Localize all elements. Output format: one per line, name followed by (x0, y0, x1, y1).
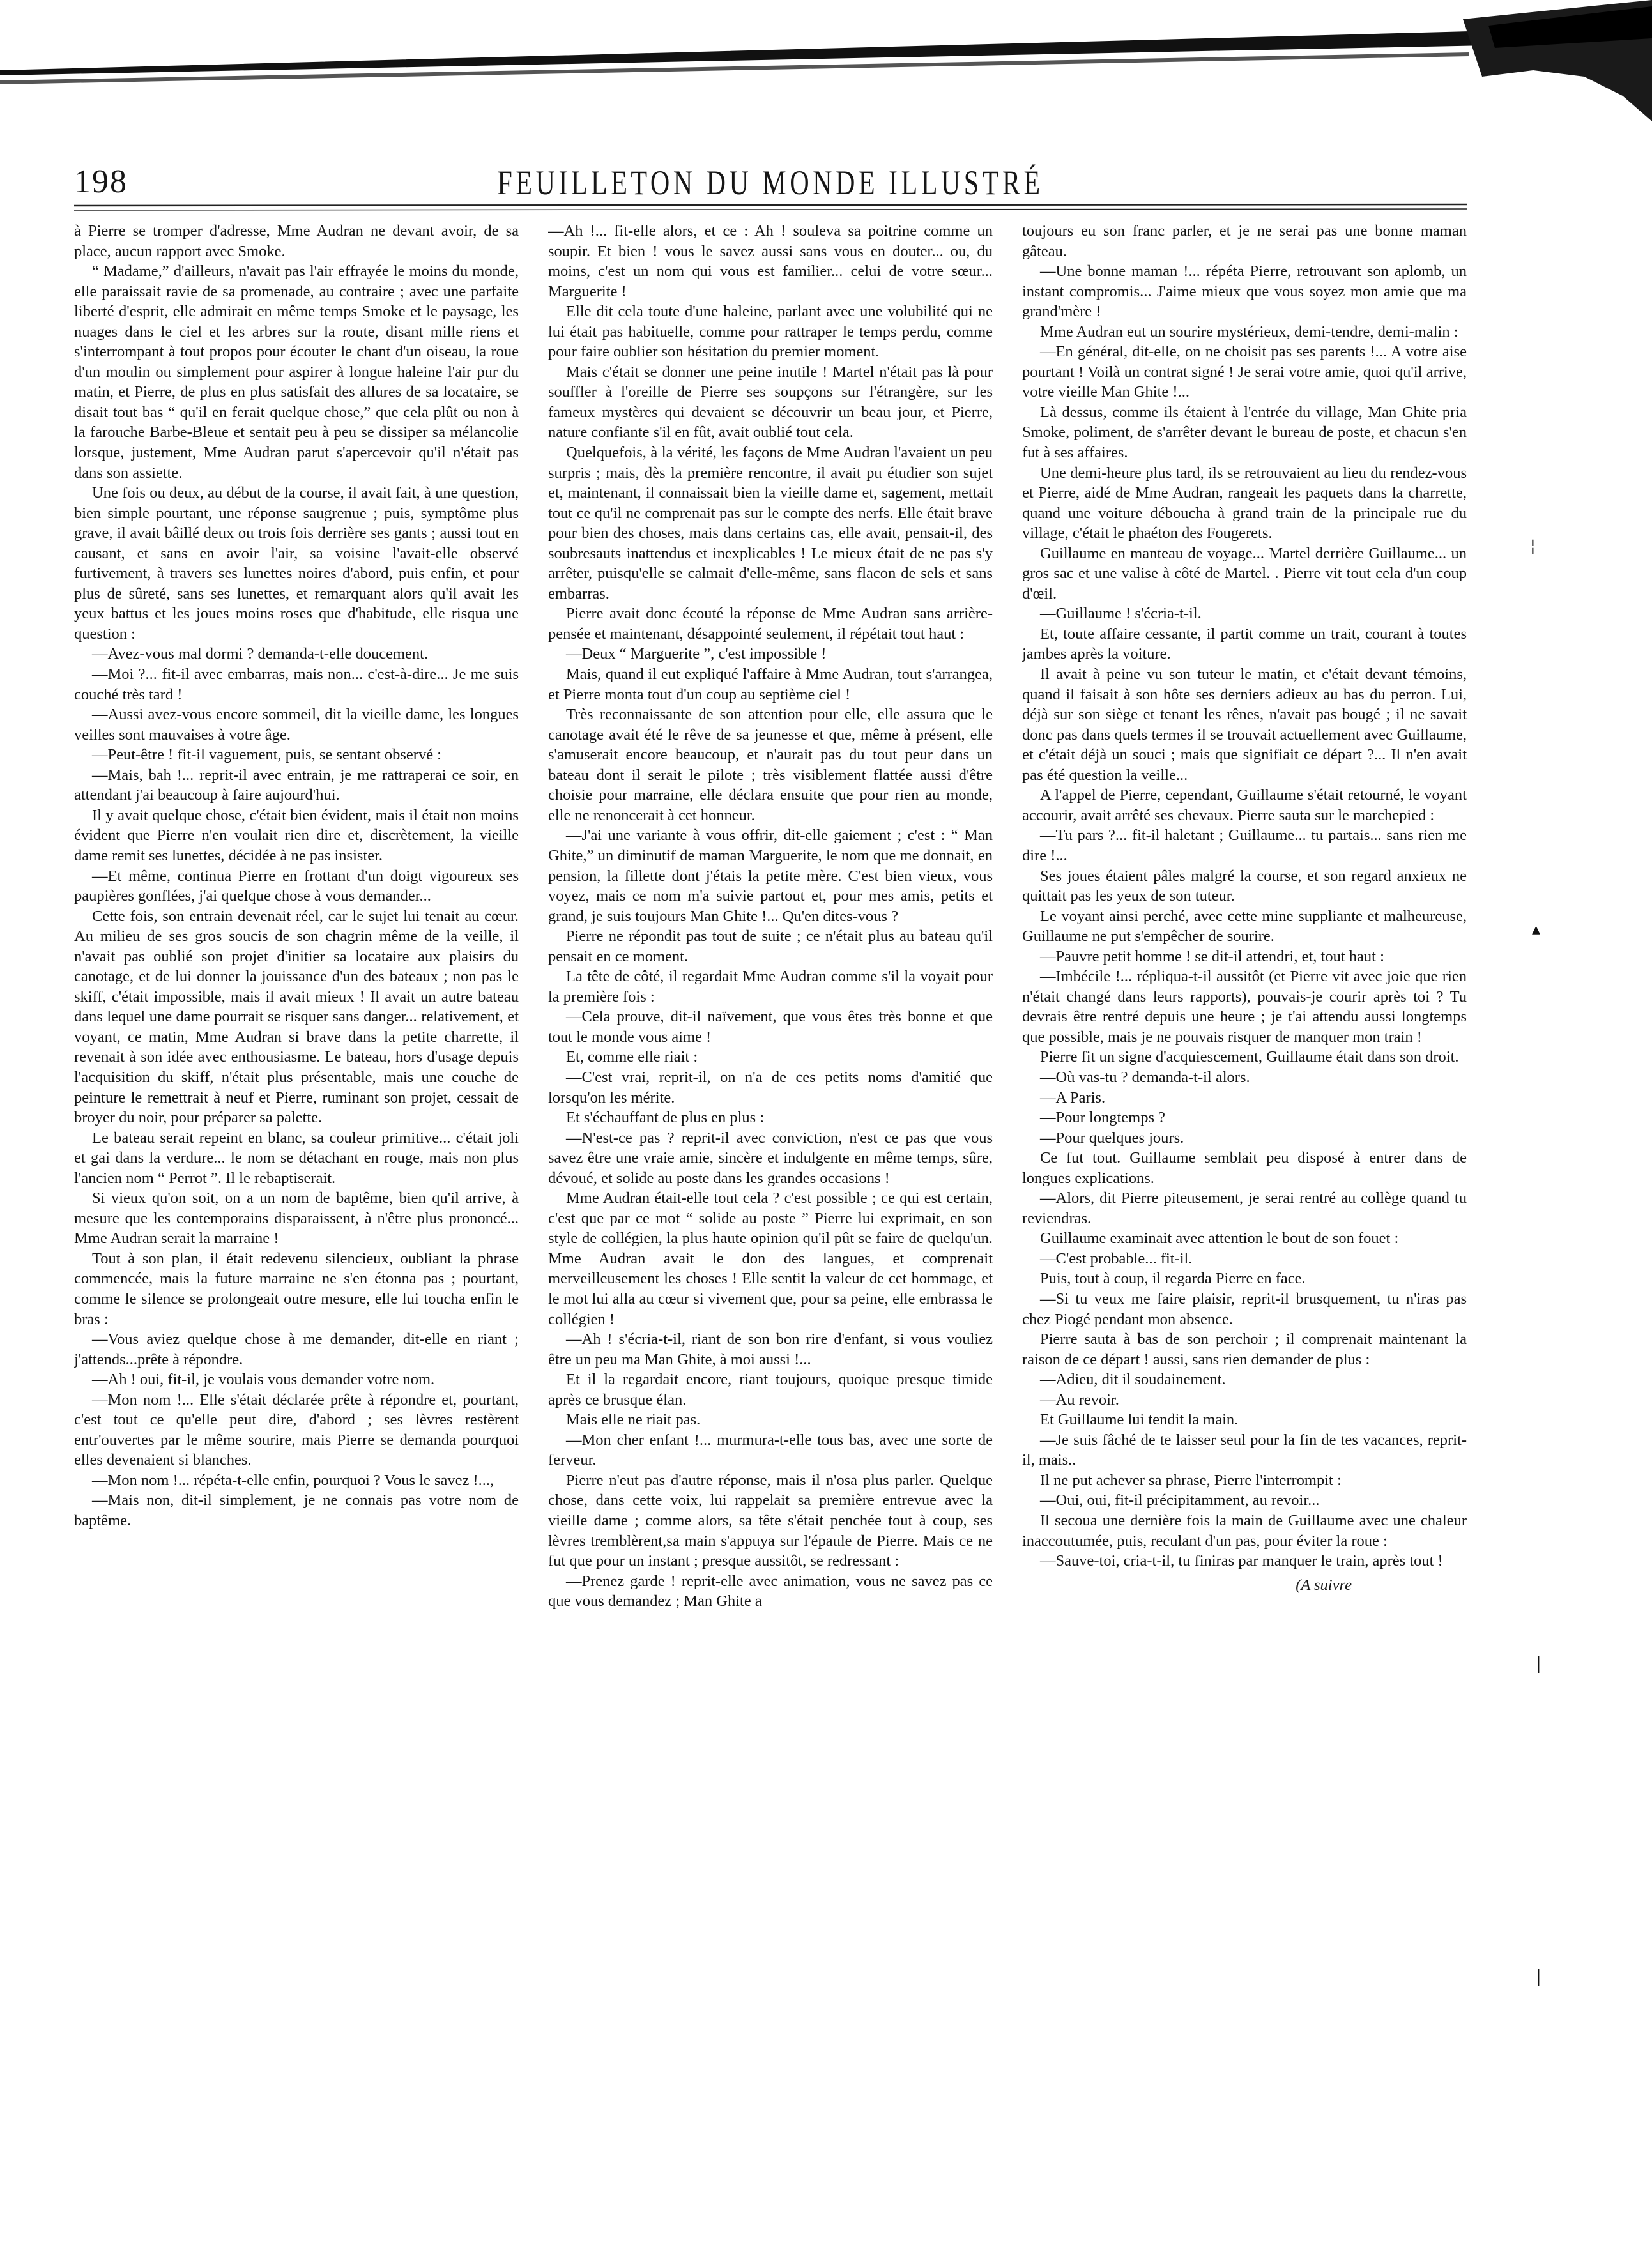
paragraph: —Aussi avez-vous encore sommeil, dit la vieille dame, les longues veilles sont mauvaises à votre âge. (74, 706, 519, 744)
paragraph: Une demi-heure plus tard, ils se retrouvaient au lieu du rendez-vous et Pierre, aidé de Mme Audran, rangeait les paquets dans la charrette, quand une voiture déboucha à grand train de la principale rue du village, c'était le phaéton des Fougerets. (1022, 464, 1467, 542)
paragraph: Là dessus, comme ils étaient à l'entrée du village, Man Ghite pria Smoke, poliment, de s'arrêter devant le bureau de poste, et chacun s'en fut à ses affaires. (1022, 403, 1467, 462)
page-header (74, 163, 1467, 201)
paragraph: Si vieux qu'on soit, on a un nom de baptême, bien qu'il arrive, à mesure que les contemporains disparaissent, à n'être plus prononcé... Mme Audran serait la marraine ! (74, 1189, 519, 1248)
paragraph: —Si tu veux me faire plaisir, reprit-il brusquement, tu n'iras pas chez Piogé pendant mon absence. (1022, 1290, 1467, 1328)
paragraph: Puis, tout à coup, il regarda Pierre en face. (1040, 1270, 1306, 1288)
paragraph: —Mon nom !... répéta-t-elle enfin, pourquoi ? Vous le savez !..., (92, 1471, 494, 1489)
header-rule (74, 203, 1467, 213)
paragraph: —Guillaume ! s'écria-t-il. (1040, 605, 1202, 623)
margin-tick-mark: | (1536, 1654, 1541, 1674)
paragraph: —Imbécile !... répliqua-t-il aussitôt (et Pierre vit avec joie que rien n'était changé dans leurs rapports), pouvais-je courir après toi ? Tu devrais être rentré depuis une heure ; je t'ai attendu aussi longtemps que possible, mais je ne pouvais risquer de manquer mon train ! (1022, 968, 1467, 1046)
margin-tick-mark: | (1536, 1967, 1541, 1987)
paragraph: —A Paris. (1040, 1088, 1106, 1106)
paragraph: toujours eu son franc parler, et je ne serai pas une bonne maman gâteau. (1022, 222, 1467, 260)
paragraph: A l'appel de Pierre, cependant, Guillaume s'était retourné, le voyant accourir, avait arrêté ses chevaux. Pierre sauta sur le marchepied : (1022, 786, 1467, 824)
paragraph: Et il la regardait encore, riant toujours, quoique presque timide après ce brusque élan. (548, 1371, 993, 1408)
paragraph: —Une bonne maman !... répéta Pierre, retrouvant son aplomb, un instant compromis... J'aime mieux que vous soyez mon amie que ma grand'mère ! (1022, 263, 1467, 321)
top-border-scan-artifact (0, 0, 1652, 121)
paragraph: —Je suis fâché de te laisser seul pour la fin de tes vacances, reprit-il, mais.. (1022, 1431, 1467, 1469)
paragraph: —Sauve-toi, cria-t-il, tu finiras par manquer le train, après tout ! (1040, 1552, 1443, 1570)
paragraph: Pierre sauta à bas de son perchoir ; il comprenait maintenant la raison de ce départ ! aussi, sans rien demander de plus : (1022, 1331, 1467, 1368)
continuation-note: (A suivre (1296, 1576, 1352, 1594)
paragraph: Mais, quand il eut expliqué l'affaire à Mme Audran, tout s'arrangea, et Pierre monta tout d'un coup au septième ciel ! (548, 666, 993, 703)
article-columns (74, 221, 1467, 2150)
paragraph: Et Guillaume lui tendit la main. (1040, 1411, 1239, 1429)
paragraph: Et, toute affaire cessante, il partit comme un trait, courant à toutes jambes après la voiture. (1022, 625, 1467, 663)
paragraph: —Ah ! oui, fit-il, je voulais vous demander votre nom. (92, 1371, 435, 1389)
paragraph: à Pierre se tromper d'adresse, Mme Audran ne devant avoir, de sa place, aucun rapport avec Smoke. (74, 222, 519, 260)
paragraph: Très reconnaissante de son attention pour elle, elle assura que le canotage avait été le rêve de sa jeunesse et que, même à présent, elle s'amuserait encore beaucoup, et n'aurait pas du tout peur dans un bateau dont il serait le pilote ; très visiblement flattée aussi d'être choisie pour marraine, elle déclara ensuite que pour rien au monde, elle ne renoncerait à cet honneur. (548, 706, 993, 824)
paragraph: —Mon nom !... Elle s'était déclarée prête à répondre et, pourtant, c'est tout ce qu'elle peut dire, d'abord ; ses lèvres restèrent entr'ouvertes par le même sourire, mais Pierre se demanda pourquoi elles devenaient si blanches. (74, 1391, 519, 1469)
paragraph: —Au revoir. (1040, 1391, 1119, 1408)
paragraph: Mais elle ne riait pas. (566, 1411, 701, 1429)
paragraph: Il y avait quelque chose, c'était bien évident, mais il était non moins évident que Pierre n'en voulait rien dire et, discrètement, la vieille dame remit ses lunettes, décidée à ne pas insister. (74, 806, 519, 864)
paragraph: —Tu pars ?... fit-il haletant ; Guillaume... tu partais... sans rien me dire !... (1022, 827, 1467, 864)
paragraph: —Oui, oui, fit-il précipitamment, au revoir... (1040, 1492, 1320, 1509)
column-2 (548, 221, 993, 2150)
paragraph: —Mon cher enfant !... murmura-t-elle tous bas, avec une sorte de ferveur. (548, 1431, 993, 1469)
paragraph: —J'ai une variante à vous offrir, dit-elle gaiement ; c'est : “ Man Ghite,” un diminutif de maman Marguerite, le nom que me donnait, en pension, la fillette dont j'étais la petite mère. C'est bien vieux, vous voyez, mais ce nom m'a suivie partout et, pour mes amis, petits et grand, je suis toujours Man Ghite !... Qu'en dites-vous ? (548, 827, 993, 925)
paragraph: —Cela prouve, dit-il naïvement, que vous êtes très bonne et que tout le monde vous aime ! (548, 1008, 993, 1046)
paragraph: —Prenez garde ! reprit-elle avec animation, vous ne savez pas ce que vous demandez ; Man Ghite a (548, 1572, 993, 1610)
paragraph: —Alors, dit Pierre piteusement, je serai rentré au collège quand tu reviendras. (1022, 1189, 1467, 1227)
running-title: FEUILLETON DU MONDE ILLUSTRÉ (497, 164, 1044, 202)
paragraph: —Pour quelques jours. (1040, 1129, 1184, 1147)
paragraph: —Pauvre petit homme ! se dit-il attendri, et, tout haut : (1040, 947, 1384, 965)
paragraph: Guillaume en manteau de voyage... Martel derrière Guillaume... un gros sac et une valise à côté de Martel. . Pierre vit tout cela d'un coup d'œil. (1022, 544, 1467, 602)
paragraph: —En général, dit-elle, on ne choisit pas ses parents !... A votre aise pourtant ! Voilà un contrat signé ! Je serai votre amie, quoi qu'il arrive, votre vieille Man Ghite !... (1022, 343, 1467, 401)
column-1 (74, 221, 519, 2150)
column-3 (1022, 221, 1467, 2150)
paragraph: —Peut-être ! fit-il vaguement, puis, se sentant observé : (92, 746, 442, 764)
paragraph: Tout à son plan, il était redevenu silencieux, oubliant la phrase commencée, mais la future marraine ne s'en étonna pas ; pourtant, comme le silence se prolongeait outre mesure, elle lui toucha enfin le bras : (74, 1249, 519, 1328)
paragraph: —Ah !... fit-elle alors, et ce : Ah ! souleva sa poitrine comme un soupir. Et bien ! vous le savez aussi sans vous en douter... ou, du moins, c'est un nom qui vous est familier... celui de votre sœur... Marguerite ! (548, 222, 993, 300)
paragraph: Elle dit cela toute d'une haleine, parlant avec une volubilité qui ne lui était pas habituelle, comme pour rattraper le temps perdu, comme pour faire oublier son hésitation du premier moment. (548, 303, 993, 361)
paragraph: —Où vas-tu ? demanda-t-il alors. (1040, 1068, 1250, 1086)
paragraph: Une fois ou deux, au début de la course, il avait fait, à une question, bien simple pourtant, une réponse saugrenue ; puis, symptôme plus grave, il avait bâillé deux ou trois fois derrière ses gants ; aussi tout en causant, et sans en avoir l'air, sa voisine l'avait-elle observé furtivement, à travers ses lunettes noires d'abord, puis enfin, et pour plus de sûreté, sans ses lunettes, et remarquant alors qu'il avait les yeux battus et les joues moins roses que d'habitude, elle risqua une question : (74, 484, 519, 643)
paragraph: Quelquefois, à la vérité, les façons de Mme Audran l'avaient un peu surpris ; mais, dès la première rencontre, il avait pu étudier son sujet et, maintenant, il connaissait bien la vieille dame et, sagement, mettait tout ce qu'il ne comprenait pas sur le compte des nerfs. Elle était brave pour bien des choses, mais dans certains cas, elle avait, pensait-il, des soubresauts inattendus et inexplicables ! Le mieux était de ne pas s'y arrêter, puisqu'elle se calmait d'elle-même, sans flacon de sels et sans embarras. (548, 444, 993, 602)
paragraph: Il secoua une dernière fois la main de Guillaume avec une chaleur inaccoutumée, puis, reculant d'un pas, pour éviter la roue : (1022, 1512, 1467, 1550)
paragraph: —C'est vrai, reprit-il, on n'a de ces petits noms d'amitié que lorsqu'on les mérite. (548, 1068, 993, 1106)
paragraph: Ce fut tout. Guillaume semblait peu disposé à entrer dans de longues explications. (1022, 1149, 1467, 1187)
paragraph: —Moi ?... fit-il avec embarras, mais non... c'est-à-dire... Je me suis couché très tard ! (74, 666, 519, 703)
paragraph: Il avait à peine vu son tuteur le matin, et c'était devant témoins, quand il faisait à son hôte ses derniers adieux au bas du perron. Lui, déjà sur son siège et tenant les rênes, n'avait pas bougé ; il ne savait donc pas dans quels termes il se trouvait actuellement avec Guillaume, et c'était déjà un souci ; mais que signifiait ce départ ?... Il n'en avait pas été question la veille... (1022, 666, 1467, 784)
margin-tick-mark: ¦ (1530, 537, 1536, 556)
paragraph: —N'est-ce pas ? reprit-il avec conviction, n'est ce pas que vous savez être une vraie amie, sincère et indulgente en même temps, sûre, dévoué, et solide au poste dans les grandes occasions ! (548, 1129, 993, 1187)
paragraph: Le voyant ainsi perché, avec cette mine suppliante et malheureuse, Guillaume ne put s'empêcher de sourire. (1022, 907, 1467, 945)
paragraph: Il ne put achever sa phrase, Pierre l'interrompit : (1040, 1471, 1342, 1489)
paragraph: Pierre n'eut pas d'autre réponse, mais il n'osa plus parler. Quelque chose, dans cette voix, lui rappelait sa première entrevue avec la vieille dame ; comme alors, sa tête s'était penchée tout à coup, ses lèvres tremblèrent,sa main s'appuya sur l'épaule de Pierre. Mais ce ne fut que pour un instant ; presque aussitôt, se redressant : (548, 1471, 993, 1570)
paragraph: —Ah ! s'écria-t-il, riant de son bon rire d'enfant, si vous vouliez être un peu ma Man Ghite, à moi aussi !... (548, 1331, 993, 1368)
margin-tick-mark: ▴ (1532, 920, 1541, 939)
paragraph: “ Madame,” d'ailleurs, n'avait pas l'air effrayée le moins du monde, elle paraissait ravie de sa promenade, au contraire ; avec une parfaite liberté d'esprit, elle admirait en même temps Smoke et le paysage, les nuages dans le ciel et les arbres sur la route, disant mille riens et s'interrompant à tout propos pour écouter le chant d'un oiseau, la roue d'un moulin ou simplement pour aspirer à longue haleine l'air pur du matin, et Pierre, de plus en plus satisfait des allures de sa locataire, se disait tout bas “ qu'il en ferait quelque chose,” que cela plût ou non à la farouche Barbe-Bleue et sentait peu à peu se dissiper sa mélancolie lorsque, justement, Mme Audran parut s'apercevoir qu'il n'était pas dans son assiette. (74, 263, 519, 482)
paragraph: Pierre avait donc écouté la réponse de Mme Audran sans arrière-pensée et maintenant, désappointé seulement, il répétait tout haut : (548, 605, 993, 643)
paragraph: Cette fois, son entrain devenait réel, car le sujet lui tenait au cœur. Au milieu de ses gros soucis de son chagrin même de la veille, il n'avait pas oublié son projet d'initier sa locataire aux plaisirs du canotage, et de lui donner la jouissance d'un des bateaux ; non pas le skiff, c'était impossible, mais il avait mieux ! Il avait un autre bateau dans lequel une dame pourrait se risquer sans danger... relativement, et voyant, ce matin, Mme Audran si brave dans la petite charrette, il revenait à son idée avec enthousiasme. Le bateau, hors d'usage depuis l'acquisition du skiff, n'était plus présentable, mais une couche de peinture le remettrait à neuf et Pierre, ruminant son projet, cessait de broyer du noir, pour préparer sa palette. (74, 907, 519, 1127)
paragraph: Guillaume examinait avec attention le bout de son fouet : (1040, 1230, 1399, 1248)
paragraph: Ses joues étaient pâles malgré la course, et son regard anxieux ne quittait pas les yeux de son tuteur. (1022, 867, 1467, 905)
paragraph: —Avez-vous mal dormi ? demanda-t-elle doucement. (92, 645, 429, 663)
paragraph: Mais c'était se donner une peine inutile ! Martel n'était pas là pour souffler à l'oreille de Pierre ses soupçons sur l'étrangère, sur les fameux mystères qui devaient se découvrir un beau jour, et Pierre, nature confiante s'il en fût, avait oublié tout cela. (548, 363, 993, 441)
paragraph: Mme Audran eut un sourire mystérieux, demi-tendre, demi-malin : (1040, 323, 1458, 340)
paragraph: —Et même, continua Pierre en frottant d'un doigt vigoureux ses paupières gonflées, j'ai quelque chose à vous demander... (74, 867, 519, 905)
paragraph: Mme Audran était-elle tout cela ? c'est possible ; ce qui est certain, c'est que par ce mot “ solide au poste ” Pierre lui exprimait, en son style de collégien, la plus haute opinion qu'il pût se faire de quelqu'un. Mme Audran avait le don des langues, et comprenait merveilleusement les choses ! Elle sentit la valeur de cet hommage, et le mot lui alla au cœur si vivement que, pour sa peine, elle embrassa le collégien ! (548, 1189, 993, 1328)
page-number: 198 (74, 164, 128, 200)
paragraph: Le bateau serait repeint en blanc, sa couleur primitive... c'était joli et gai dans la verdure... le nom se détachant en rouge, mais non plus l'ancien nom “ Perrot ”. Il le rebaptiserait. (74, 1129, 519, 1187)
paragraph: La tête de côté, il regardait Mme Audran comme s'il la voyait pour la première fois : (548, 968, 993, 1005)
paragraph: —Deux “ Marguerite ”, c'est impossible ! (566, 645, 827, 663)
paragraph: Et s'échauffant de plus en plus : (566, 1109, 765, 1127)
paragraph: —Adieu, dit il soudainement. (1040, 1371, 1226, 1389)
paragraph: —Pour longtemps ? (1040, 1109, 1165, 1127)
paragraph: Pierre fit un signe d'acquiescement, Guillaume était dans son droit. (1040, 1048, 1459, 1066)
paragraph: —C'est probable... fit-il. (1040, 1249, 1193, 1267)
paragraph: Pierre ne répondit pas tout de suite ; ce n'était plus au bateau qu'il pensait en ce moment. (548, 927, 993, 965)
paragraph: —Mais, bah !... reprit-il avec entrain, je me rattraperai ce soir, en attendant j'ai beaucoup à faire aujourd'hui. (74, 766, 519, 804)
paragraph: —Mais non, dit-il simplement, je ne connais pas votre nom de baptême. (74, 1492, 519, 1529)
paragraph: Et, comme elle riait : (566, 1048, 698, 1066)
paragraph: —Vous aviez quelque chose à me demander, dit-elle en riant ; j'attends...prête à répondre. (74, 1331, 519, 1368)
